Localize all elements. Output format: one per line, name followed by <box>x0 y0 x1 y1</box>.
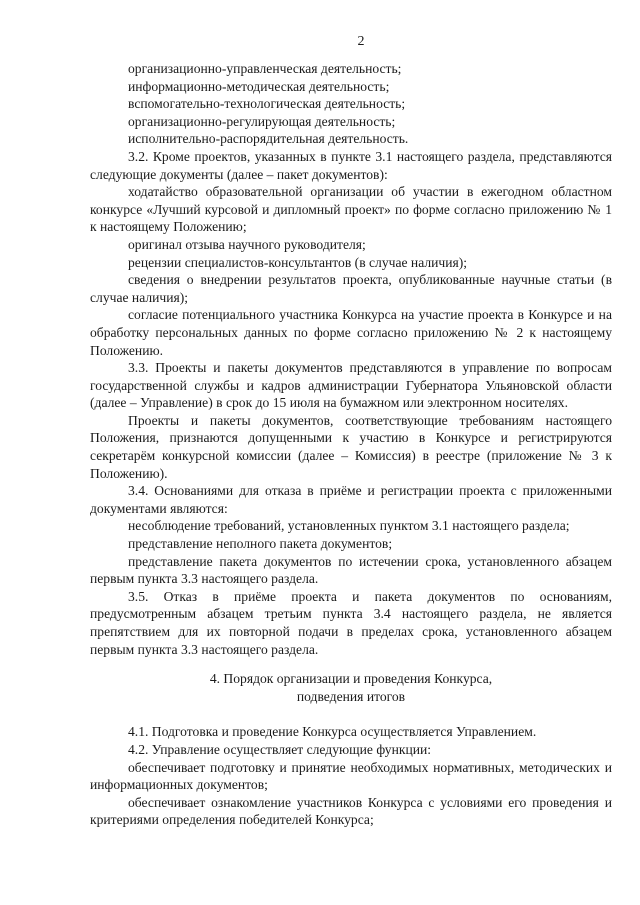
paragraph: 3.2. Кроме проектов, указанных в пункте 3.1 настоящего раздела, представляются следующие документы (далее – пакет документов): <box>90 148 612 182</box>
section-heading-line: подведения итогов <box>296 688 406 704</box>
paragraph: представление пакета документов по истечении срока, установленного абзацем первым пункта 3.3 настоящего раздела. <box>90 553 612 587</box>
paragraph: 3.5. Отказ в приёме проекта и пакета документов по основаниям, предусмотренным абзацем третьим пункта 3.4 настоящего раздела, не является препятствием для их повторной подачи в пределах срока, установленного абзацем первым пункта 3.3 настоящего раздела. <box>90 588 612 657</box>
paragraph: вспомогательно-технологическая деятельность; <box>128 96 406 112</box>
paragraph: представление неполного пакета документов; <box>128 536 393 552</box>
paragraph: 4.2. Управление осуществляет следующие функции: <box>128 741 432 757</box>
paragraph: несоблюдение требований, установленных пунктом 3.1 настоящего раздела; <box>128 518 570 534</box>
paragraph: ходатайство образовательной организации об участии в ежегодном областном конкурсе «Лучший курсовой и дипломный проект» по форме согласно приложению № 1 к настоящему Положению; <box>90 184 612 235</box>
paragraph: 3.4. Основаниями для отказа в приёме и регистрации проекта с приложенными документами являются: <box>90 483 612 516</box>
paragraph: Проекты и пакеты документов, соответствующие требованиям настоящего Положения, признаются допущенными к участию в Конкурсе и регистрируются секретарём конкурсной комиссии (далее – Комиссия) в реестре (приложение № 3 к Положению). <box>90 412 612 481</box>
paragraph: обеспечивает ознакомление участников Конкурса с условиями его проведения и критериями определения победителей Конкурса; <box>90 794 612 828</box>
paragraph: рецензии специалистов-консультантов (в случае наличия); <box>128 254 468 270</box>
paragraph: организационно-регулирующая деятельность; <box>128 113 396 129</box>
paragraph: согласие потенциального участника Конкурса на участие проекта в Конкурсе и на обработку персональных данных по форме согласно приложению № 2 к настоящему Положению. <box>90 307 612 358</box>
paragraph: сведения о внедрении результатов проекта, опубликованные научные статьи (в случае наличия); <box>90 272 612 305</box>
body-text-before <box>90 60 612 658</box>
section-heading <box>90 670 612 705</box>
paragraph: исполнительно-распорядительная деятельность. <box>128 131 409 147</box>
paragraph: информационно-методическая деятельность; <box>128 78 390 94</box>
page-number: 2 <box>357 34 365 49</box>
paragraph: оригинал отзыва научного руководителя; <box>128 236 366 252</box>
section-heading-line: 4. Порядок организации и проведения Конкурса, <box>209 671 493 687</box>
paragraph: 4.1. Подготовка и проведение Конкурса осуществляется Управлением. <box>128 724 537 740</box>
body-text-after <box>90 723 612 829</box>
paragraph: 3.3. Проекты и пакеты документов представляются в управление по вопросам государственной службы и кадров администрации Губернатора Ульяновской области (далее – Управление) в срок до 15 июля на бумажном или электронном носителях. <box>90 360 612 411</box>
paragraph: обеспечивает подготовку и принятие необходимых нормативных, методических и информационных документов; <box>90 759 612 793</box>
paragraph: организационно-управленческая деятельность; <box>128 61 402 76</box>
